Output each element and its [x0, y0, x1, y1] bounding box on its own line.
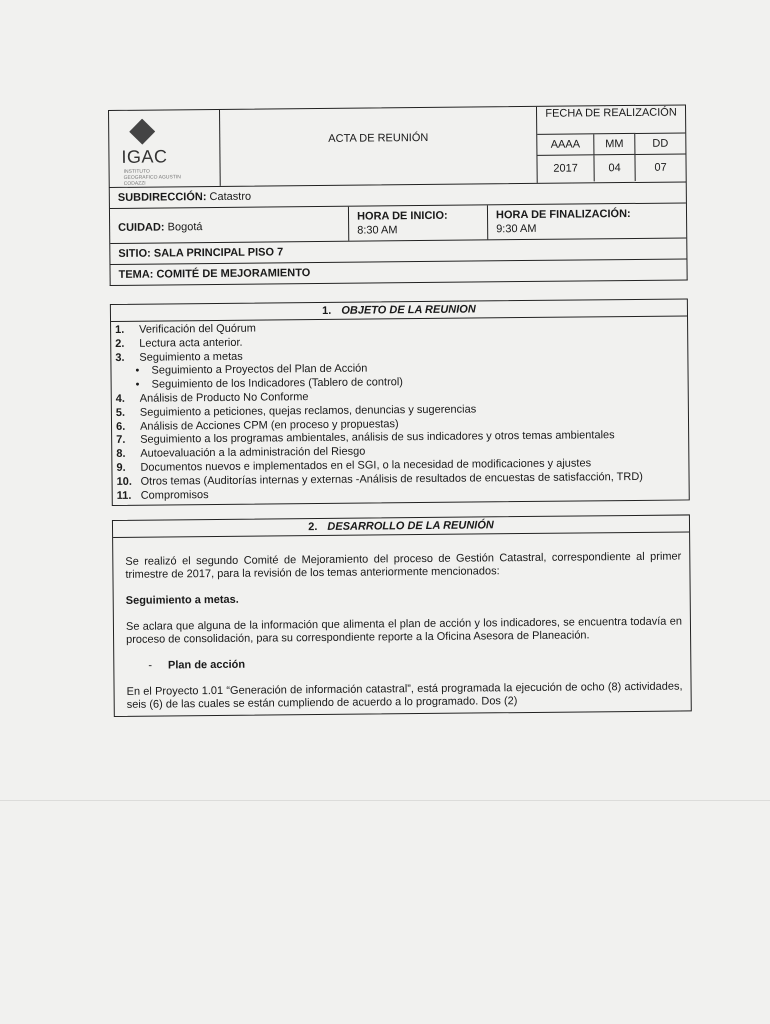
dash-marker: -: [148, 659, 153, 672]
section-desarrollo-label: DESARROLLO DE LA REUNIÓN: [327, 519, 494, 534]
list-item-number: 4.: [115, 392, 126, 405]
list-item-number: 3.: [115, 351, 125, 364]
agenda-list: [111, 316, 689, 505]
section-desarrollo-number: 2.: [308, 521, 318, 534]
list-item-number: 6.: [115, 420, 126, 433]
list-item-text: Documentos nuevos e implementados en el SGI, o la necesidad de modificaciones y ajustes: [140, 457, 592, 474]
fin-cell: [487, 203, 686, 239]
list-item-text: Otros temas (Auditorías internas y externas -Análisis de resultados de encuestas de satisfacción, TRD): [140, 470, 643, 488]
list-item-number: 7.: [116, 434, 126, 447]
paragraph-intro: Se realizó el segundo Comité de Mejoramiento del proceso de Gestión Catastral, correspondiente al primer trimestre de 2017, para la revisión de los temas anteriormente mencionados:: [125, 550, 682, 582]
section-objeto-number: 1.: [322, 304, 332, 317]
org-subtitle: INSTITUTO GEOGRAFICO AGUSTIN CODAZZI: [123, 168, 181, 187]
fecha-month: 04: [594, 155, 635, 181]
fecha-day: 07: [654, 161, 667, 174]
sitio-row: SITIO: SALA PRINCIPAL PISO 7: [110, 238, 686, 265]
inicio-value: 8:30 AM: [357, 224, 398, 237]
heading-seguimiento: Seguimiento a metas.: [125, 594, 239, 608]
list-item-text: Lectura acta anterior.: [139, 336, 243, 350]
list-item-text: Seguimiento a los programas ambientales, análisis de sus indicadores y otros temas ambientales: [140, 429, 615, 447]
fin-label: HORA DE FINALIZACIÓN:: [495, 207, 631, 222]
list-item-text: Verificación del Quórum: [139, 322, 256, 336]
document-header: [108, 104, 687, 188]
fecha-values: [537, 154, 685, 181]
list-item-number: 2.: [115, 337, 125, 350]
document-title: ACTA DE REUNIÓN: [328, 131, 429, 145]
list-item-text: Compromisos: [140, 488, 209, 502]
city-time-row: [110, 203, 686, 244]
bullet-icon: •: [135, 378, 140, 391]
fecha-columns: [537, 133, 685, 155]
ciudad-cell: [110, 207, 348, 243]
inicio-label: HORA DE INICIO:: [356, 209, 448, 223]
igac-logo-icon: [129, 119, 155, 145]
section-objeto: [110, 298, 690, 506]
logo-cell: [109, 110, 221, 187]
paragraph-proyecto: En el Proyecto 1.01 “Generación de información catastral”, está programada la ejecución de ocho (8) actividades, seis (6) de las cuales se están cumpliendo de acuerdo a lo programado. Dos (2): [126, 680, 683, 712]
page-fold-line: [0, 800, 770, 801]
fecha-block: [536, 105, 686, 182]
inicio-cell: [348, 205, 487, 240]
list-item-text: Análisis de Acciones CPM (en proceso y propuestas): [139, 417, 399, 433]
list-item-text: Análisis de Producto No Conforme: [139, 391, 309, 405]
section-desarrollo: [112, 515, 692, 718]
list-item-text: Seguimiento a metas: [139, 350, 243, 364]
list-item-text: Seguimiento a peticiones, quejas reclamos, denuncias y sugerencias: [139, 403, 477, 419]
list-item-number: 9.: [116, 461, 126, 474]
desarrollo-body: [113, 533, 691, 717]
org-name: IGAC: [121, 146, 168, 167]
fecha-label: FECHA DE REALIZACIÓN: [537, 105, 685, 134]
fin-value: 9:30 AM: [496, 222, 537, 236]
bullet-icon: •: [135, 365, 140, 378]
list-item-number: 10.: [116, 475, 132, 488]
ciudad-label: CUIDAD:: [118, 221, 165, 234]
section-objeto-label: OBJETO DE LA REUNION: [341, 303, 476, 317]
heading-plan-accion: [126, 655, 682, 673]
fecha-col-month: MM: [594, 134, 635, 154]
list-item-text: Seguimiento a Proyectos del Plan de Acción: [151, 362, 368, 377]
list-item-text: Seguimiento de los Indicadores (Tablero de control): [151, 376, 403, 391]
paragraph-aclaracion: Se aclara que alguna de la información que alimenta el plan de acción y los indicadores, se encuentra todavía en proceso de consolidación, para su correspondiente reporte a la Oficina Asesora de Planeación.: [125, 615, 682, 647]
list-item-text: Autoevaluación a la administración del Riesgo: [140, 445, 366, 460]
list-item-number: 8.: [116, 448, 126, 461]
meeting-info: [109, 182, 688, 286]
document-sheet: [108, 104, 692, 717]
fecha-year: 2017: [537, 155, 594, 182]
subdireccion-label: SUBDIRECCIÓN:: [117, 191, 207, 204]
plan-accion-label: Plan de acción: [167, 659, 246, 672]
tema-row: TEMA: COMITÉ DE MEJORAMIENTO: [118, 267, 311, 281]
list-item-number: 11.: [116, 489, 132, 502]
ciudad-value: Bogotá: [167, 221, 203, 234]
fecha-col-year: AAAA: [537, 134, 594, 155]
fecha-col-day: DD: [652, 137, 669, 150]
subdireccion-value: Catastro: [209, 190, 252, 204]
list-item-number: 1.: [115, 323, 125, 336]
list-item-number: 5.: [115, 406, 126, 419]
